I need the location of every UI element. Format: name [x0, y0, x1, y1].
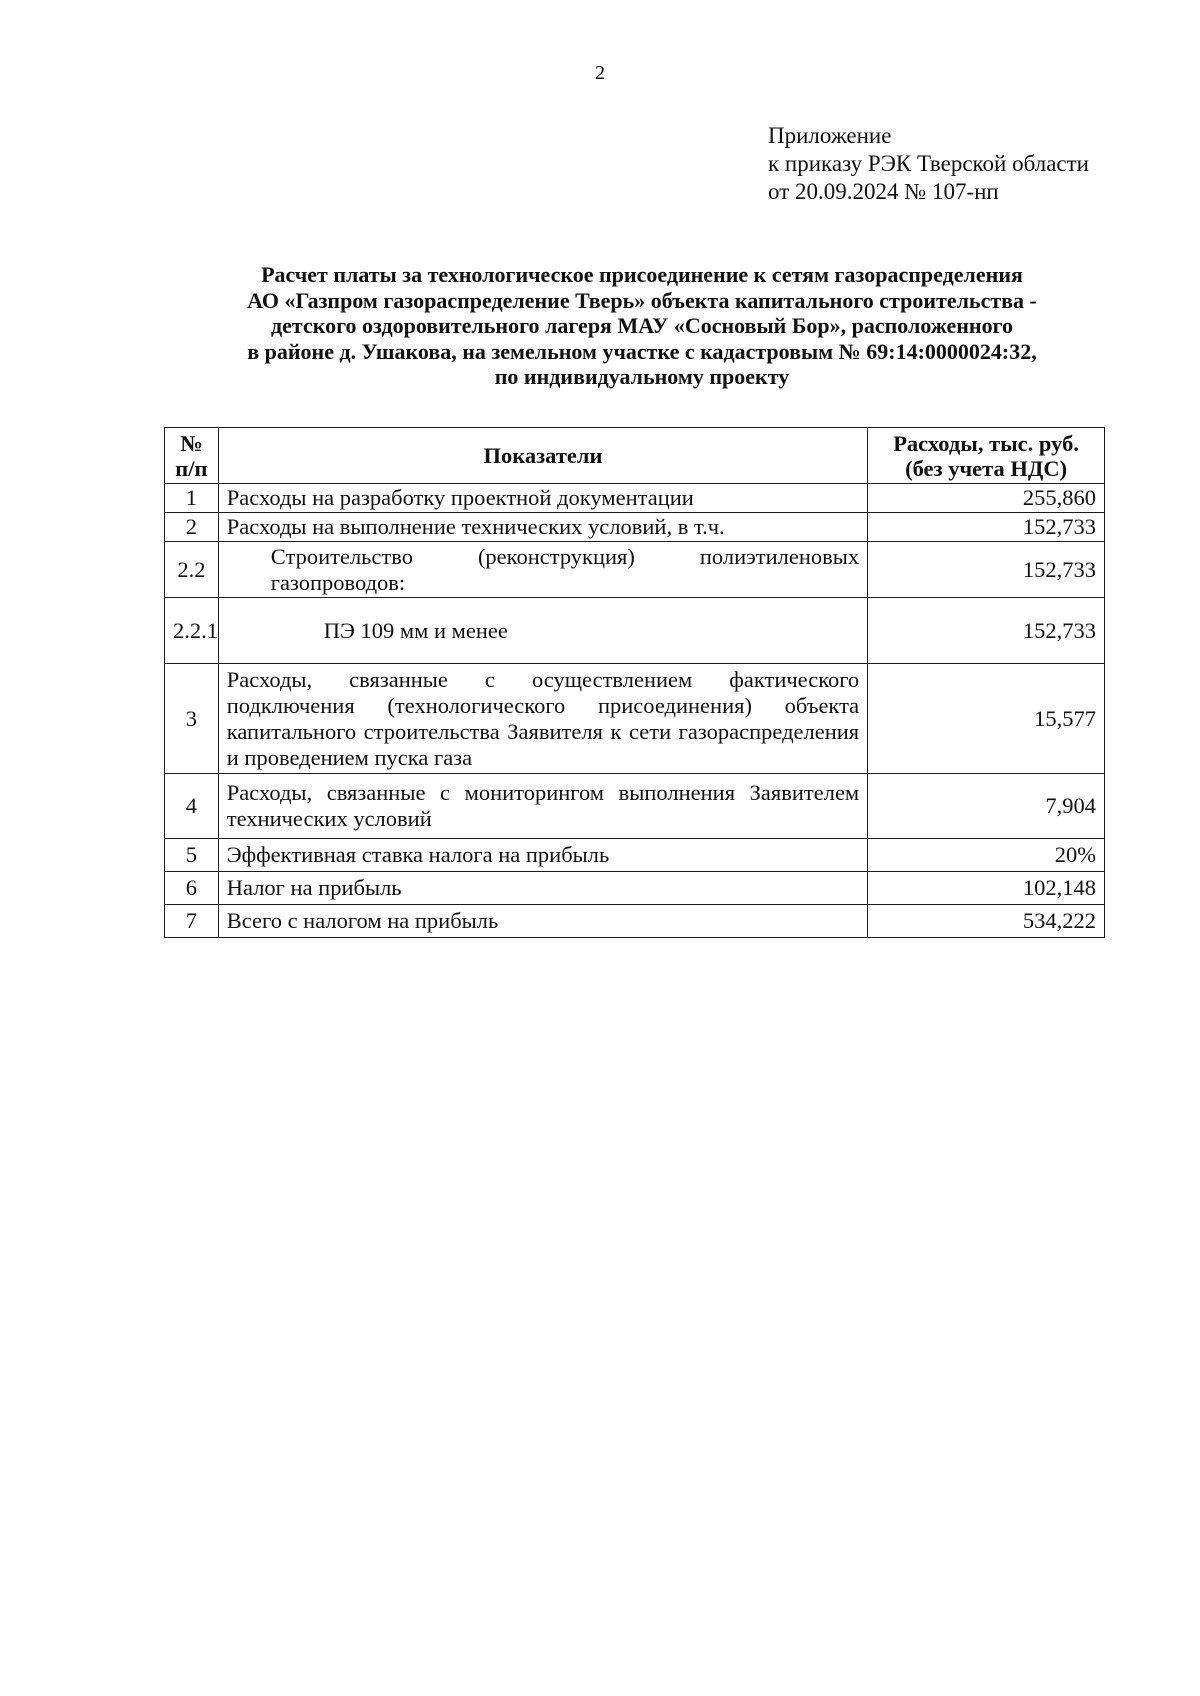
title-line: по индивидуальному проекту: [494, 364, 790, 389]
row-indicator: ПЭ 109 мм и менее: [218, 598, 867, 664]
appendix-line: от 20.09.2024 № 107-нп: [768, 179, 999, 204]
table-row: [165, 484, 1105, 513]
row-number: 7: [165, 905, 219, 938]
row-number: 2.2.1: [165, 598, 219, 664]
row-number: 5: [165, 839, 219, 872]
table-row: [165, 513, 1105, 542]
table-row: [165, 542, 1105, 598]
row-indicator: Всего с налогом на прибыль: [218, 905, 867, 938]
row-indicator: Расходы, связанные с осуществлением фактического подключения (технологического присоединения) объекта капитального строительства Заявителя к сети газораспределения и проведением пуска газа: [218, 664, 867, 774]
appendix-header: [768, 122, 1089, 206]
header-expenses: [868, 428, 1105, 484]
row-value: 15,577: [868, 664, 1105, 774]
table-row: [165, 598, 1105, 664]
row-number: 1: [165, 484, 219, 513]
header-expenses-line: Расходы, тыс. руб.: [893, 430, 1079, 456]
title-line: в районе д. Ушакова, на земельном участке с кадастровым № 69:14:0000024:32,: [247, 338, 1037, 364]
row-number: 3: [165, 664, 219, 774]
row-value: 255,860: [868, 484, 1105, 513]
row-value: 152,733: [868, 513, 1105, 542]
row-number: 2.2: [165, 542, 219, 598]
row-number: 2: [165, 513, 219, 542]
row-number: 4: [165, 774, 219, 839]
row-indicator: Расходы, связанные с мониторингом выполнения Заявителем технических условий: [218, 774, 867, 839]
row-value: 152,733: [868, 598, 1105, 664]
title-line: Расчет платы за технологическое присоединение к сетям газораспределения: [261, 262, 1023, 287]
header-number: [165, 428, 219, 484]
header-number-line: п/п: [175, 455, 208, 481]
table-row: [165, 872, 1105, 905]
title-line: АО «Газпром газораспределение Тверь» объекта капитального строительства -: [247, 287, 1037, 313]
cost-table: [164, 427, 1105, 938]
row-value: 102,148: [868, 872, 1105, 905]
title-line: детского оздоровительного лагеря МАУ «Сосновый Бор», расположенного: [270, 313, 1014, 338]
row-indicator: Налог на прибыль: [218, 872, 867, 905]
table-row: [165, 839, 1105, 872]
row-number: 6: [165, 872, 219, 905]
page-number: 2: [595, 62, 605, 84]
appendix-line: к приказу РЭК Тверской области: [768, 151, 1089, 176]
header-indicators: Показатели: [218, 428, 867, 484]
appendix-line: Приложение: [768, 123, 892, 148]
table-row: [165, 664, 1105, 774]
row-indicator: Расходы на выполнение технических условий, в т.ч.: [218, 513, 867, 542]
row-indicator: Расходы на разработку проектной документации: [218, 484, 867, 513]
table-row: [165, 905, 1105, 938]
row-indicator: Эффективная ставка налога на прибыль: [218, 839, 867, 872]
table-row: [165, 774, 1105, 839]
row-value: 20%: [868, 839, 1105, 872]
document-title: [120, 262, 1164, 390]
table-header-row: [165, 428, 1105, 484]
row-value: 7,904: [868, 774, 1105, 839]
row-value: 152,733: [868, 542, 1105, 598]
header-expenses-line: (без учета НДС): [905, 455, 1068, 481]
row-value: 534,222: [868, 905, 1105, 938]
row-indicator: Строительство (реконструкция) полиэтиленовых газопроводов:: [218, 542, 867, 598]
header-number-line: №: [180, 430, 203, 456]
